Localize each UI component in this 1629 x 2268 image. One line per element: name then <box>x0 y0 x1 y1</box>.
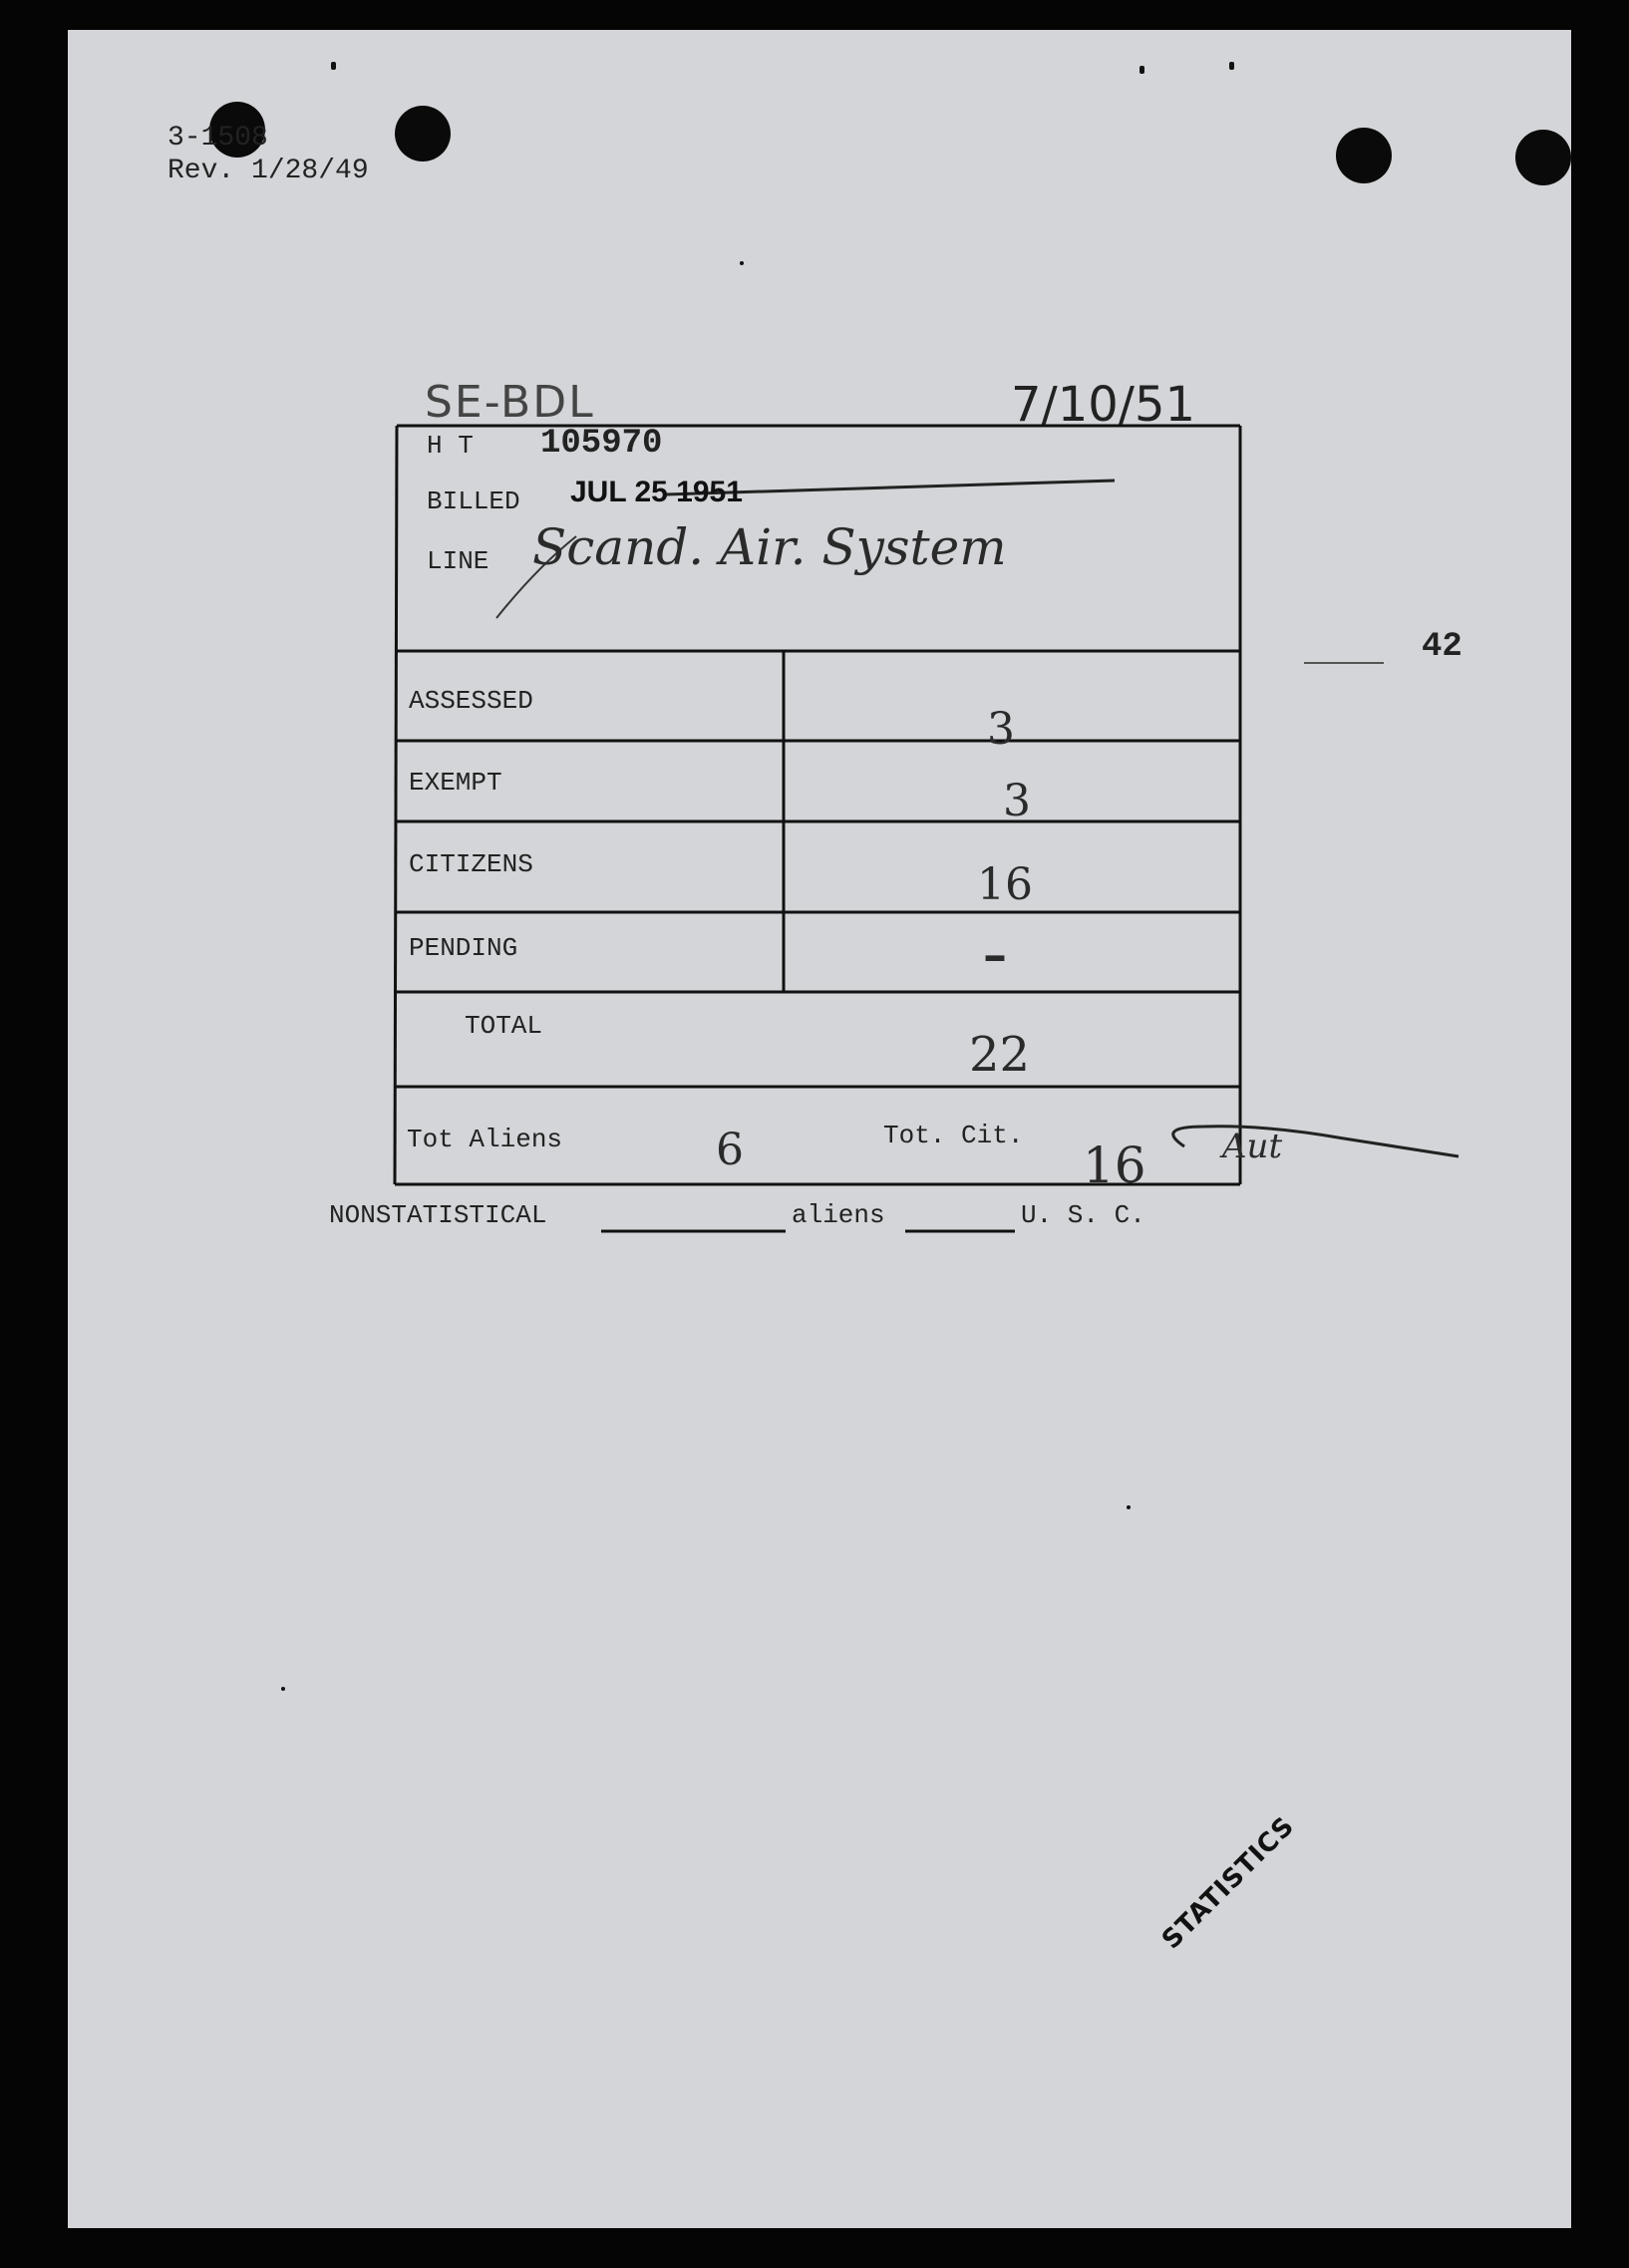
nonstatistical-usc-label: U. S. C. <box>1021 1200 1145 1230</box>
tot-aliens-value: 6 <box>716 1125 744 1175</box>
row-value-pending: – <box>983 927 1007 983</box>
row-value-exempt: 3 <box>1003 776 1031 826</box>
ink-speck <box>281 1687 285 1691</box>
nonstatistical-aliens-label: aliens <box>792 1200 885 1230</box>
tot-aliens-label: Tot Aliens <box>407 1125 563 1154</box>
line-label: LINE <box>427 546 489 576</box>
total-value: 22 <box>969 1027 1031 1083</box>
ht-label: H T <box>427 431 474 461</box>
row-value-citizens: 16 <box>977 859 1033 910</box>
billed-date-stamp: JUL 25 1951 <box>570 476 743 508</box>
handwritten-file-mark: SE-BDL <box>425 377 595 428</box>
initials-flourish <box>1173 1127 1459 1156</box>
table-border-left <box>395 426 397 1184</box>
line-value-handwritten: Scand. Air. System <box>532 518 1007 576</box>
initials-handwritten: Aut <box>1222 1127 1283 1166</box>
total-label: TOTAL <box>465 1011 543 1041</box>
ht-number: 105970 <box>540 425 663 463</box>
form-revision: Rev. 1/28/49 <box>167 156 369 186</box>
tot-cit-label: Tot. Cit. <box>883 1121 1024 1150</box>
ink-speck <box>1127 1505 1131 1509</box>
row-label-assessed: ASSESSED <box>409 686 533 716</box>
handwritten-date: 7/10/51 <box>1011 377 1196 433</box>
form-number: 3-1508 <box>167 123 268 154</box>
document-page <box>68 30 1571 2228</box>
billed-label: BILLED <box>427 486 520 516</box>
ink-speck <box>740 261 744 265</box>
row-value-assessed: 3 <box>987 704 1015 755</box>
tot-cit-value: 16 <box>1083 1136 1146 1194</box>
row-label-pending: PENDING <box>409 933 518 963</box>
nonstatistical-label: NONSTATISTICAL <box>329 1200 547 1230</box>
statistics-stamp: STATISTICS <box>1156 1810 1301 1956</box>
row-label-citizens: CITIZENS <box>409 849 533 879</box>
statistics-form-table <box>68 30 1571 1326</box>
row-label-exempt: EXEMPT <box>409 768 502 798</box>
page-number: 42 <box>1422 628 1463 666</box>
